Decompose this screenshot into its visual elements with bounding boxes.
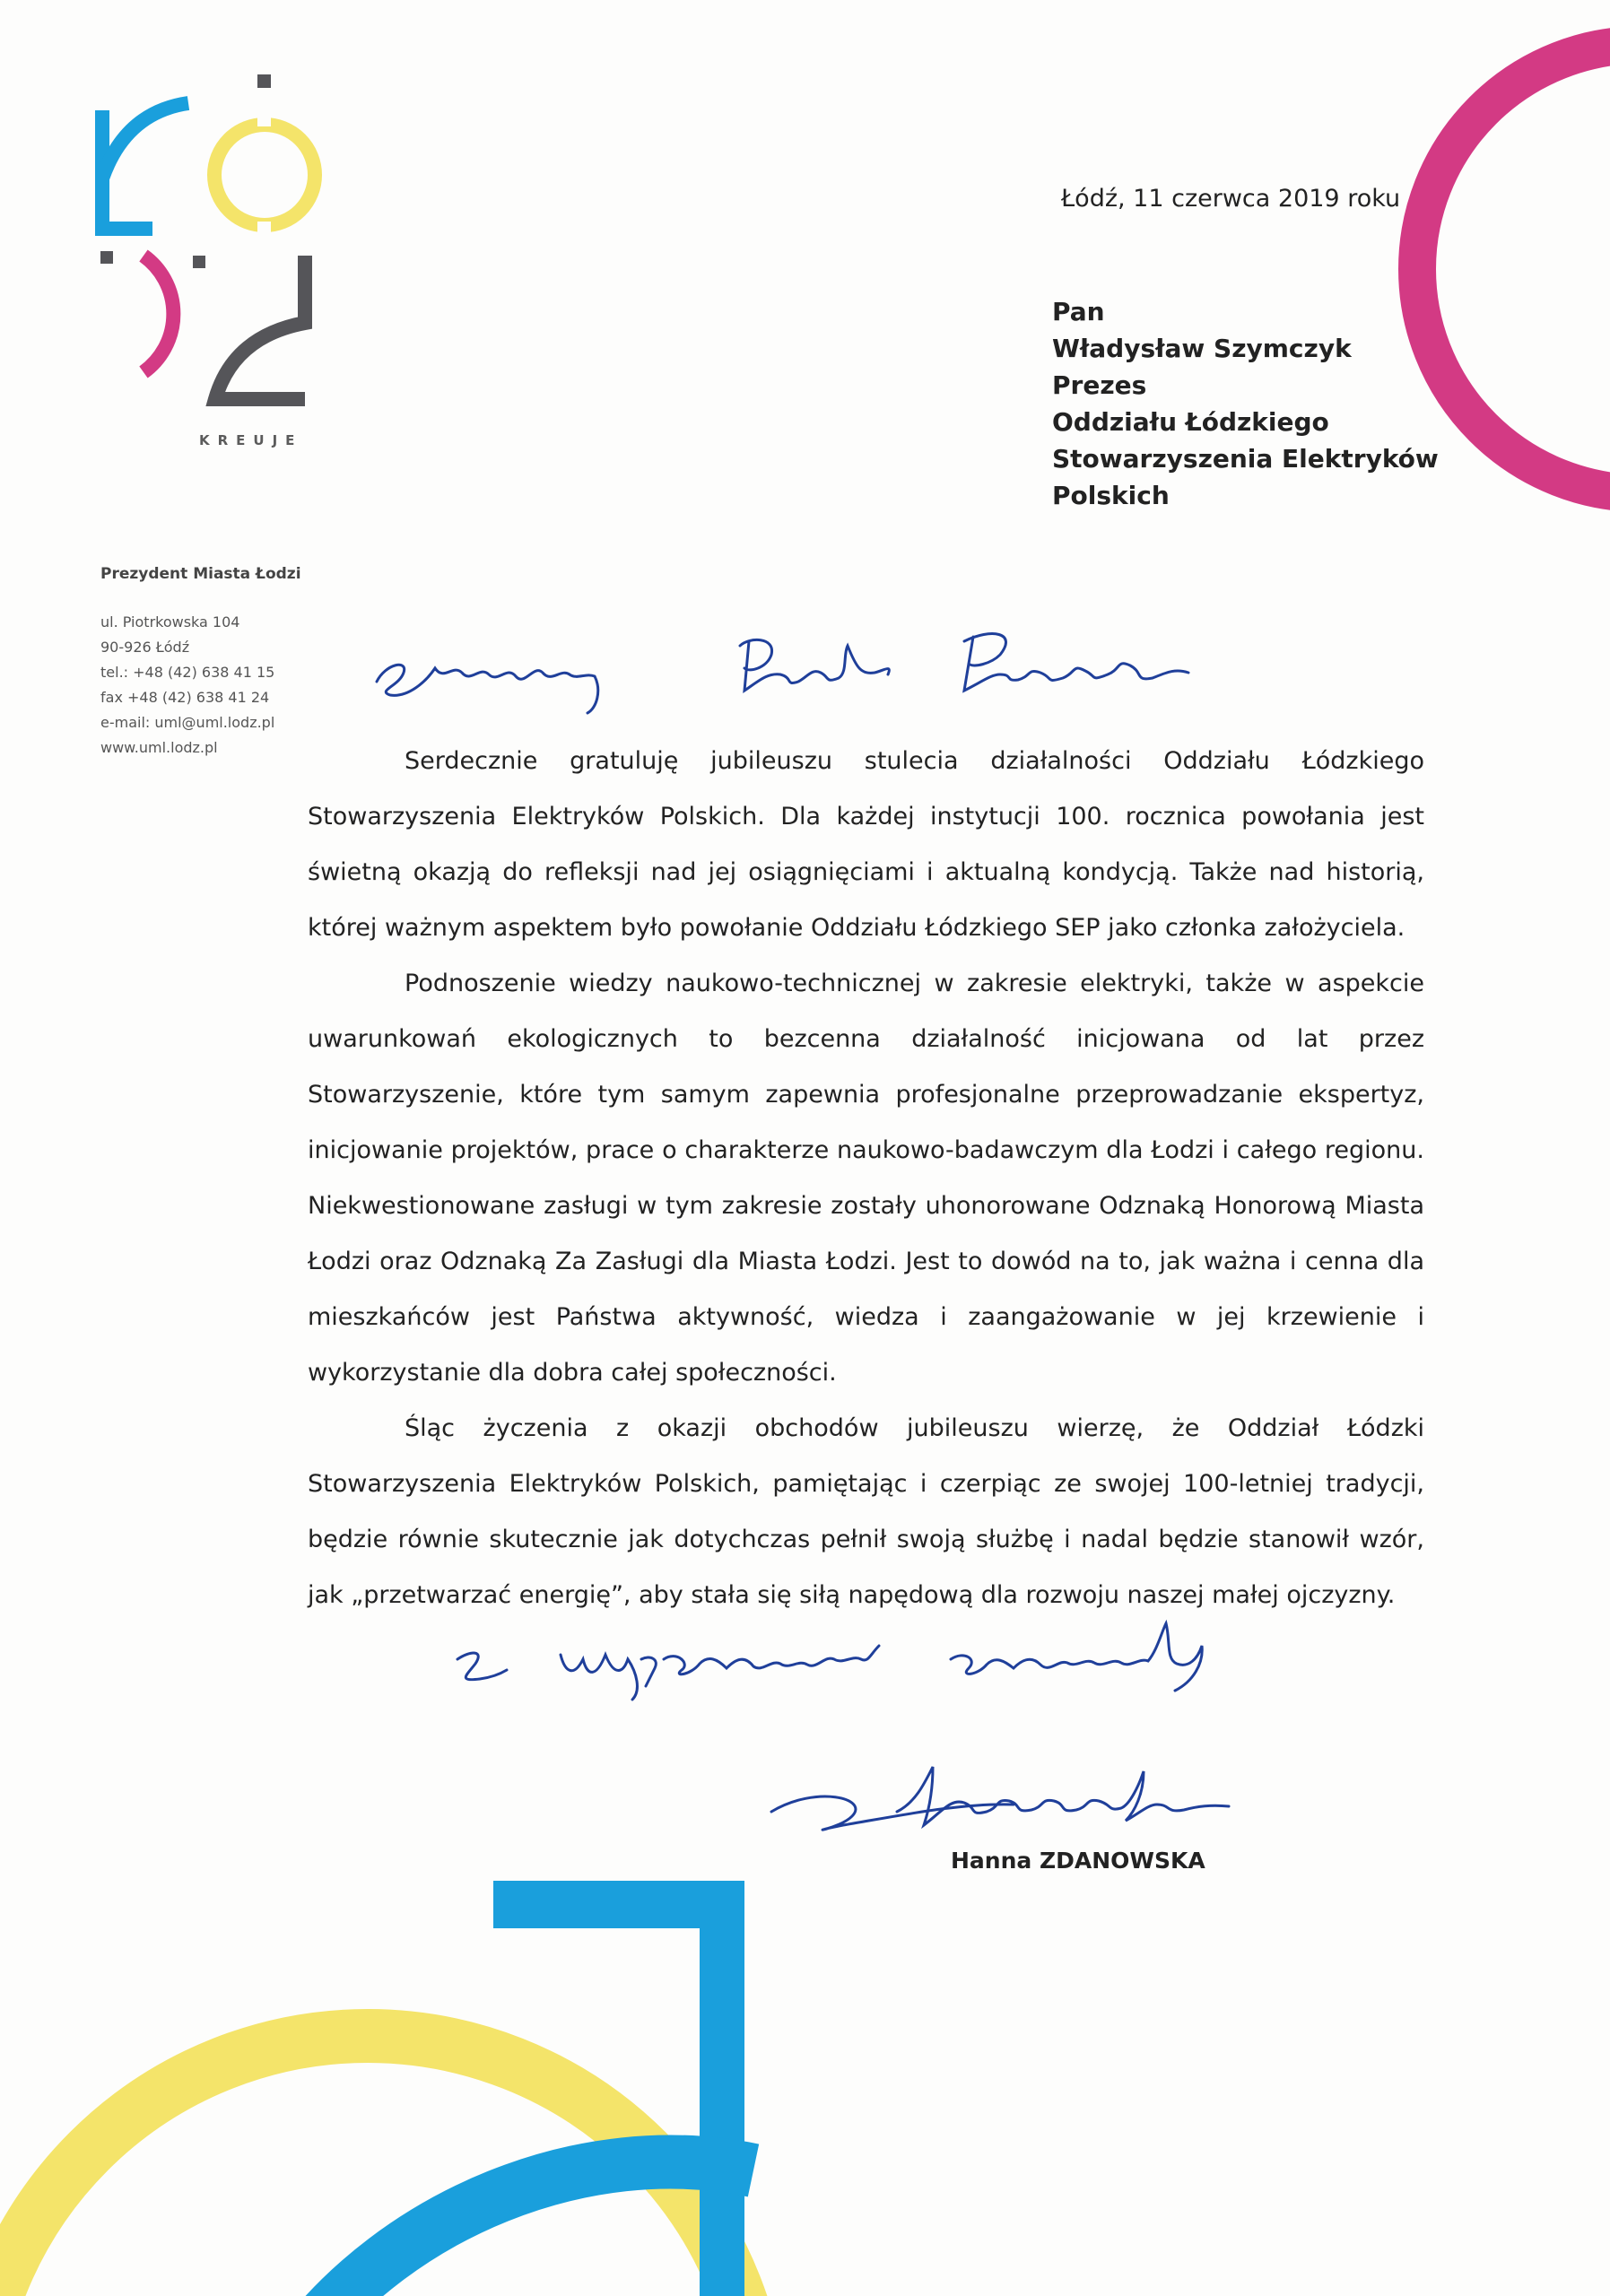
email-line: e-mail: uml@uml.lodz.pl [100, 714, 275, 731]
letter-date: Łódź, 11 czerwca 2019 roku [1061, 185, 1401, 213]
addressee-line: Stowarzyszenia Elektryków [1052, 444, 1439, 474]
body-paragraph: Podnoszenie wiedzy naukowo-technicznej w zakresie elektryki, także w aspekcie uwarunkowań ekologicznych to bezcenna działalność inicjowana od lat przez Stowarzyszenie, które tym samym zapewnia profesjonalne przeprowadzanie ekspertyz, inicjowanie projektów, prace o charakterze naukowo-badawczym dla Łodzi i całego regionu. Niekwestionowane zasługi w tym zakresie zostały uhonorowane Odznaką Honorową Miasta Łodzi oraz Odznaką Za Zasługi dla Miasta Łodzi. Jest to dowód na to, jak ważna i cenna dla mieszkańców jest Państwa aktywność, wiedza i zaangażowanie w jej krzewienie i wykorzystanie dla dobra całej społeczności. [308, 970, 1424, 1387]
sender-info [100, 565, 316, 761]
addressee-line: Prezes [1052, 370, 1147, 400]
website-line: www.uml.lodz.pl [100, 739, 218, 756]
letter-body [308, 734, 1424, 1623]
sender-title: Prezydent Miasta Łodzi [100, 565, 301, 583]
handwritten-signature [762, 1749, 1301, 1848]
handwritten-salutation [372, 619, 1260, 718]
postal-line: 90-926 Łódź [100, 639, 190, 656]
lodz-logo [90, 67, 350, 462]
address-line: ul. Piotrkowska 104 [100, 613, 240, 631]
body-paragraph: Serdecznie gratuluję jubileuszu stulecia działalności Oddziału Łódzkiego Stowarzyszenia Elektryków Polskich. Dla każdej instytucji 100. rocznica powołania jest świetną okazją do refleksji nad jej osiągnięciami i aktualną kondycją. Także nad historią, której ważnym aspektem było powołanie Oddziału Łódzkiego SEP jako członka założyciela. [308, 747, 1424, 942]
signer-name: Hanna ZDANOWSKA [951, 1848, 1205, 1874]
phone-line: tel.: +48 (42) 638 41 15 [100, 664, 275, 681]
addressee-block [1052, 293, 1465, 514]
logo-tagline: KREUJE [199, 432, 303, 448]
addressee-line: Pan [1052, 297, 1105, 326]
handwritten-closing [448, 1605, 1318, 1704]
body-paragraph: Śląc życzenia z okazji obchodów jubileuszu wierzę, że Oddział Łódzki Stowarzyszenia Elektryków Polskich, pamiętając i czerpiąc ze swojej 100-letniej tradycji, będzie równie skutecznie jak dotychczas pełnił swoją służbę i nadal będzie stanowił wzór, jak „przetwarzać energię”, aby stała się siłą napędową dla rozwoju naszej małej ojczyzny. [308, 1414, 1424, 1609]
addressee-line: Władysław Szymczyk [1052, 334, 1352, 363]
addressee-line: Oddziału Łódzkiego [1052, 407, 1329, 437]
fax-line: fax +48 (42) 638 41 24 [100, 689, 270, 706]
addressee-line: Polskich [1052, 481, 1170, 510]
